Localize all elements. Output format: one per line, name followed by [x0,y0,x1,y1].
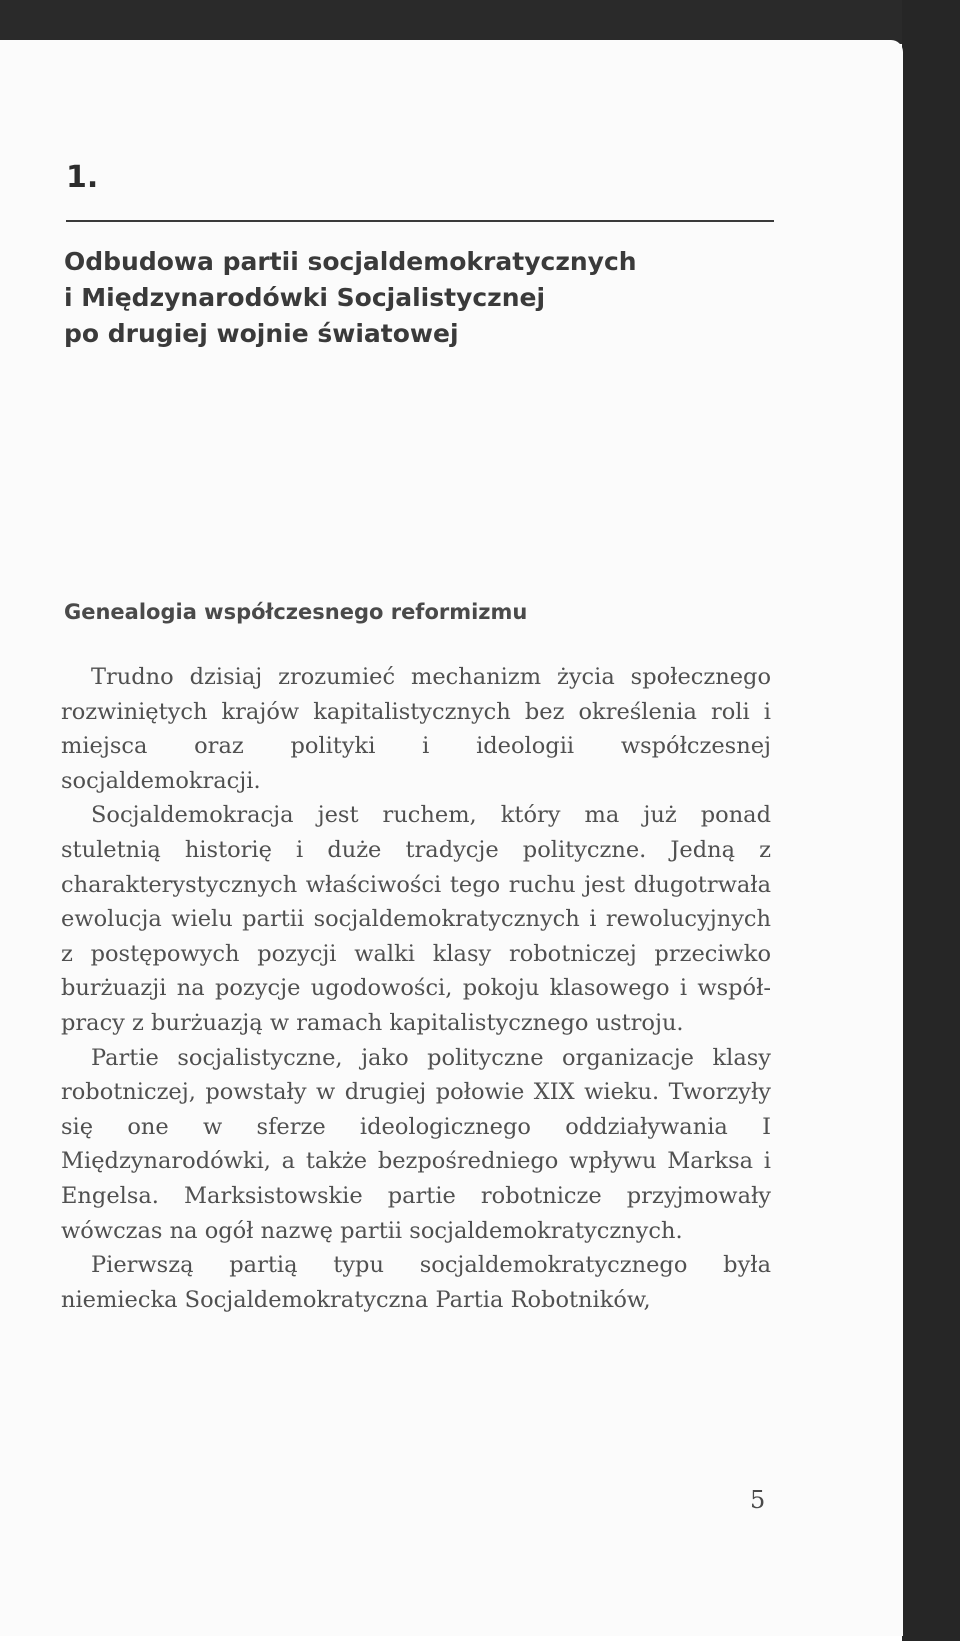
page-number: 5 [750,1486,766,1514]
chapter-title-line: Odbudowa partii socjaldemokratycznych [64,247,637,276]
paragraph: Trudno dzisiaj zrozumieć mechanizm życia społecznego rozwiniętych krajów kapitalistycznych bez określenia roli i miejsca oraz polityki i ideologii współczesnej socjaldemokracji. [61,664,771,794]
chapter-number: 1. [66,160,99,195]
body-text [61,660,771,1317]
scan-border-right [902,0,960,1641]
chapter-title-line: po drugiej wojnie światowej [64,319,459,348]
scan-border-top [0,0,960,44]
paragraph: Partie socjalistyczne, jako polityczne organizacje klasy robotniczej, powstały w drugiej połowie XIX wieku. Tworzyły się one w sferze ideologicznego oddziaływania I Międzynarodówki, a także bezpośredniego wpływu Marksa i Engelsa. Marksistowskie partie robotnicze przyjmowały wówczas na ogół nazwę partii socjaldemokratycznych. [61,1044,771,1244]
paragraph: Pierwszą partią typu socjaldemokratycznego była niemiecka Socjaldemokratyczna Partia Robotników, [61,1252,771,1313]
paragraph: Socjaldemokracja jest ruchem, który ma już ponad stuletnią historię i duże tradycje polityczne. Jedną z charakterystycznych właściwości tego ruchu jest długotrwała ewolucja wielu partii socjaldemokratycznych i rewolucyjnych z postępowych pozycji walki klasy robotniczej przeciwko burżuazji na pozycje ugodowości, pokoju klasowego i współpracy z burżuazją w ramach kapitalistycznego ustroju. [61,802,771,1036]
chapter-title-line: i Międzynarodówki Socjalistycznej [64,283,546,312]
section-title: Genealogia współczesnego reformizmu [64,600,528,624]
chapter-title [64,244,764,352]
chapter-divider [66,220,774,222]
